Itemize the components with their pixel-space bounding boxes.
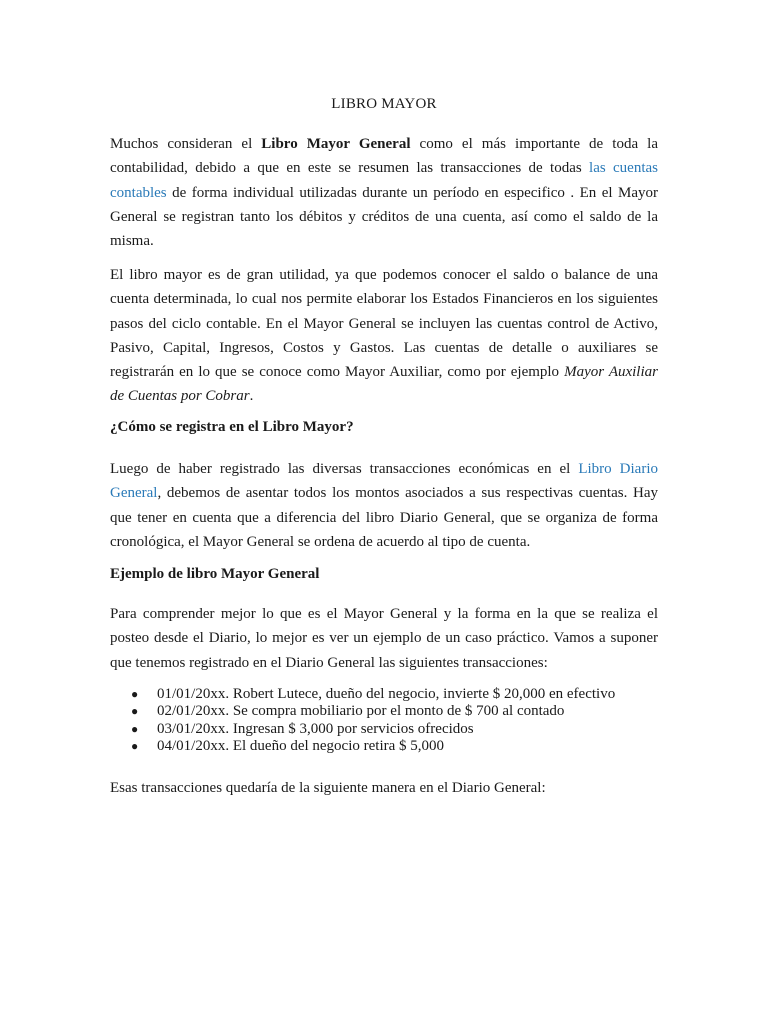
bullet-icon: ● [131,704,139,719]
utility-italic-example: Mayor Auxiliar de Cuentas por Cobrar [110,364,658,405]
list-item [110,738,615,755]
list-item-text: 03/01/20xx. Ingresan $ 3,000 por servicios ofrecidos [157,720,474,737]
list-item-text: 02/01/20xx. Se compra mobiliario por el monto de $ 700 al contado [157,703,565,720]
registro-text-2: , debemos de asentar todos los montos asociados a sus respectivas cuentas. Hay que tener en cuenta que a diferencia del libro Diario General, que se organiza de forma cronológica, el Mayor General se ordena de acuerdo al tipo de cuenta. [110,485,658,550]
registro-text-1: Luego de haber registrado las diversas transacciones económicas en el [110,461,579,477]
paragraph-utility [110,263,658,409]
list-item [110,721,615,738]
intro-text-1: Muchos consideran el [110,136,262,152]
intro-bold-term: Libro Mayor General [261,136,411,152]
document-title: LIBRO MAYOR [331,96,437,112]
paragraph-intro [110,132,658,253]
transactions-list [110,686,615,755]
link-libro-diario-general[interactable]: Libro Diario General [110,461,658,502]
link-cuentas-contables[interactable]: las cuentas contables [110,160,658,201]
paragraph-closing: Esas transacciones quedaría de la siguiente manera en el Diario General: [110,780,546,796]
utility-text-2: . [249,388,254,405]
bullet-icon: ● [131,721,139,736]
paragraph-registro [110,457,658,554]
section-heading-registro: ¿Cómo se registra en el Libro Mayor? [110,419,354,435]
section-heading-ejemplo: Ejemplo de libro Mayor General [110,566,320,582]
list-item-text: 01/01/20xx. Robert Lutece, dueño del negocio, invierte $ 20,000 en efectivo [157,686,616,702]
list-item [110,703,615,720]
list-item [110,686,615,703]
list-item-text: 04/01/20xx. El dueño del negocio retira $ 5,000 [157,737,445,754]
intro-text-3: de forma individual utilizadas durante un período en especifico . En el Mayor General se registran tanto los débitos y créditos de una cuenta, así como el saldo de la misma. [110,184,658,250]
paragraph-ejemplo: Para comprender mejor lo que es el Mayor General y la forma en la que se realiza el posteo desde el Diario, lo mejor es ver un ejemplo de un caso práctico. Vamos a suponer que tenemos registrado en el Diario General las siguientes transacciones: [110,606,658,671]
utility-text-1: El libro mayor es de gran utilidad, ya que podemos conocer el saldo o balance de una cuenta determinada, lo cual nos permite elaborar los Estados Financieros en los siguientes pasos del ciclo contable. En el Mayor General se incluyen las cuentas control de Activo, Pasivo, Capital, Ingresos, Costos y Gastos. Las cuentas de detalle o auxiliares se registrarán en lo que se conoce como Mayor Auxiliar, como por ejemplo [110,267,658,381]
bullet-icon: ● [131,687,139,701]
bullet-icon: ● [131,738,139,753]
intro-text-2: como el más importante de toda la contabilidad, debido a que en este se resumen las transacciones de todas [110,136,658,177]
